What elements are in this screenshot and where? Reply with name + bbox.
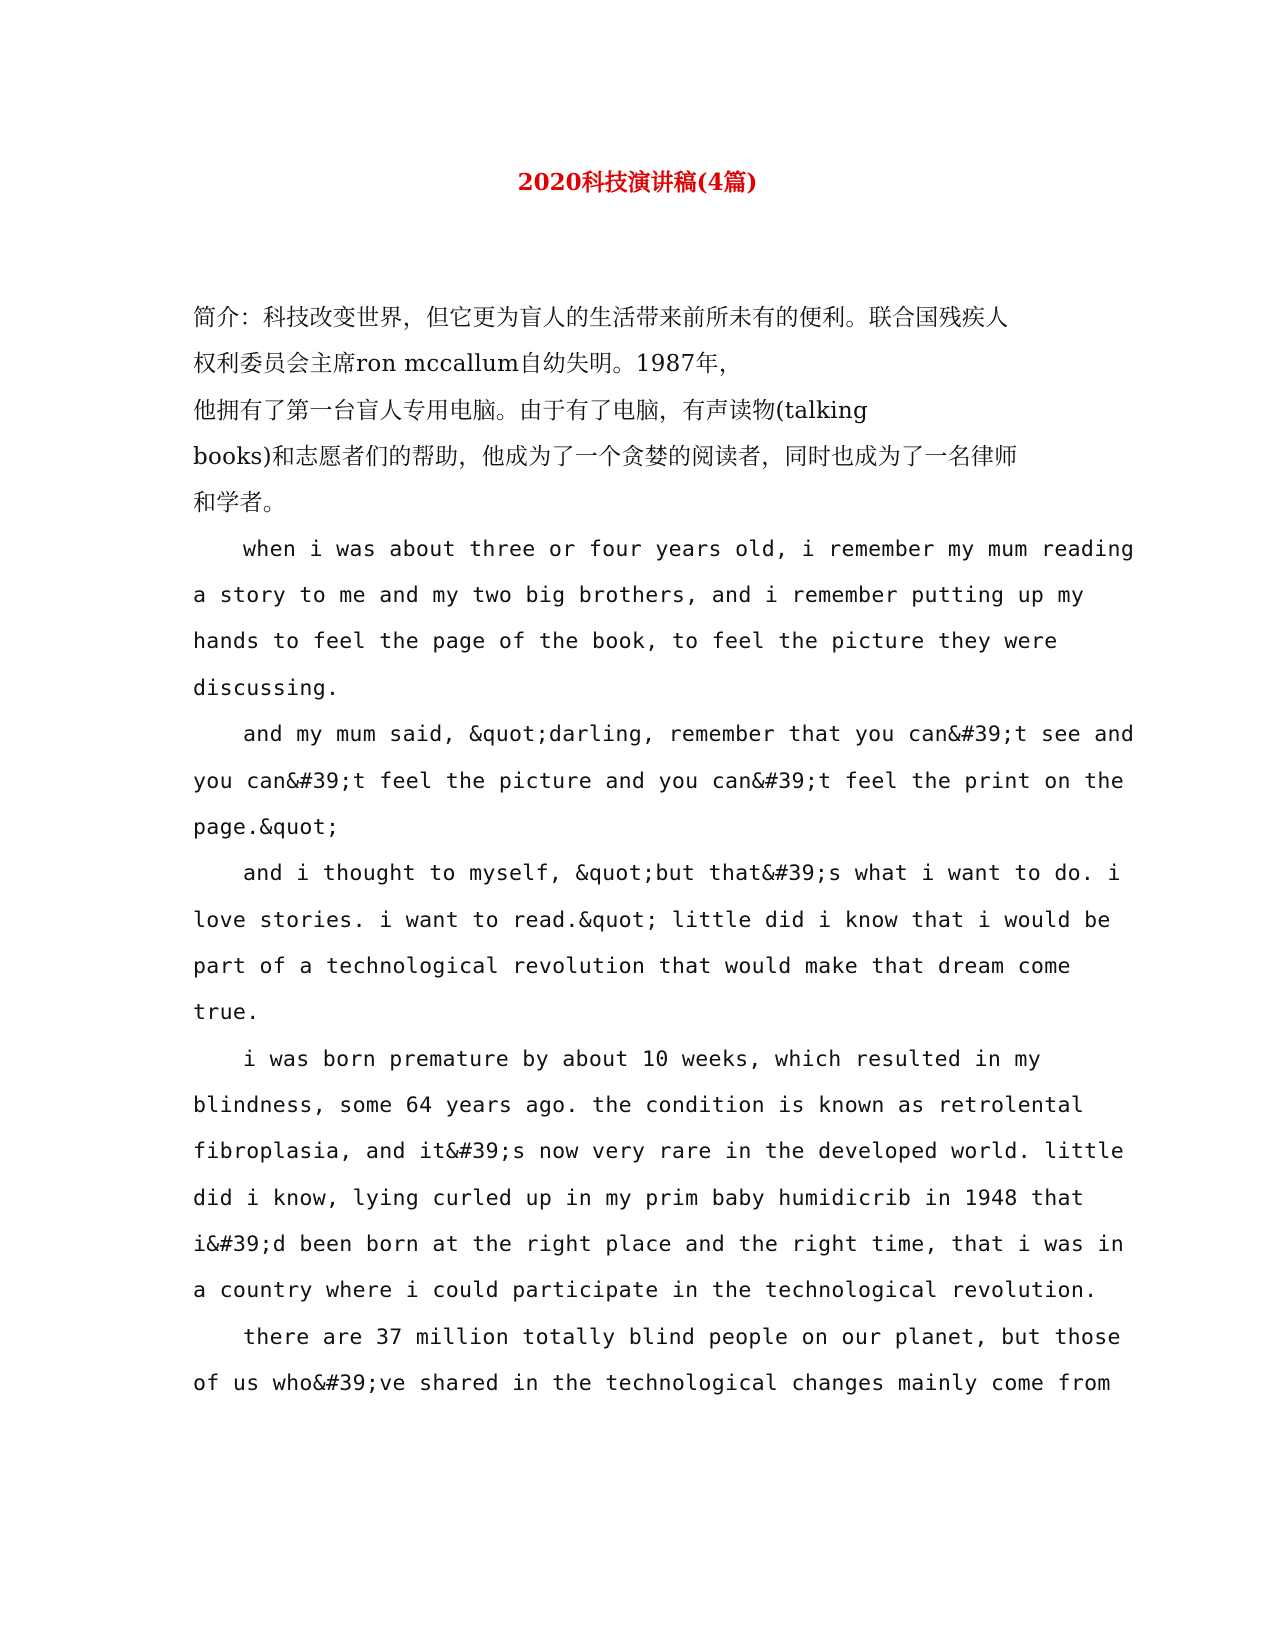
paragraph-line: you can&#39;t feel the picture and you can&#39;t feel the print on the	[193, 769, 1125, 794]
paragraph-line: discussing.	[193, 676, 340, 701]
intro-line: 权利委员会主席ron mccallum自幼失明。1987年，	[193, 351, 743, 377]
paragraph-line: part of a technological revolution that would make that dream come	[193, 954, 1071, 979]
paragraph-line: page.&quot;	[193, 815, 340, 840]
paragraph-line: i was born premature by about 10 weeks, which resulted in my	[243, 1047, 1042, 1072]
paragraph-line: blindness, some 64 years ago. the condition is known as retrolental	[193, 1093, 1085, 1118]
paragraph-line: a story to me and my two big brothers, and i remember putting up my	[193, 583, 1085, 608]
paragraph-line: did i know, lying curled up in my prim baby humidicrib in 1948 that	[193, 1186, 1085, 1211]
intro-line: 简介：科技改变世界，但它更为盲人的生活带来前所未有的便利。联合国残疾人	[193, 305, 1009, 331]
document-title: 2020科技演讲稿(4篇)	[517, 169, 758, 196]
paragraph-line: true.	[193, 1000, 260, 1025]
intro-line: 他拥有了第一台盲人专用电脑。由于有了电脑，有声读物(talking	[193, 398, 869, 424]
paragraph-line: hands to feel the page of the book, to feel the picture they were	[193, 629, 1058, 654]
paragraph-line: a country where i could participate in the technological revolution.	[193, 1278, 1098, 1303]
paragraph-line: when i was about three or four years old, i remember my mum reading	[243, 537, 1135, 562]
paragraph-line: of us who&#39;ve shared in the technological changes mainly come from	[193, 1371, 1111, 1396]
intro-line: 和学者。	[193, 490, 287, 516]
paragraph-line: love stories. i want to read.&quot; little did i know that i would be	[193, 908, 1111, 933]
paragraph-line: and my mum said, &quot;darling, remember that you can&#39;t see and	[243, 722, 1135, 747]
paragraph-line: and i thought to myself, &quot;but that&#39;s what i want to do. i	[243, 861, 1121, 886]
intro-line: books)和志愿者们的帮助，他成为了一个贪婪的阅读者，同时也成为了一名律师	[193, 444, 1018, 470]
paragraph-line: fibroplasia, and it&#39;s now very rare in the developed world. little	[193, 1139, 1125, 1164]
paragraph-line: i&#39;d been born at the right place and the right time, that i was in	[193, 1232, 1125, 1257]
paragraph-line: there are 37 million totally blind people on our planet, but those	[243, 1325, 1121, 1350]
